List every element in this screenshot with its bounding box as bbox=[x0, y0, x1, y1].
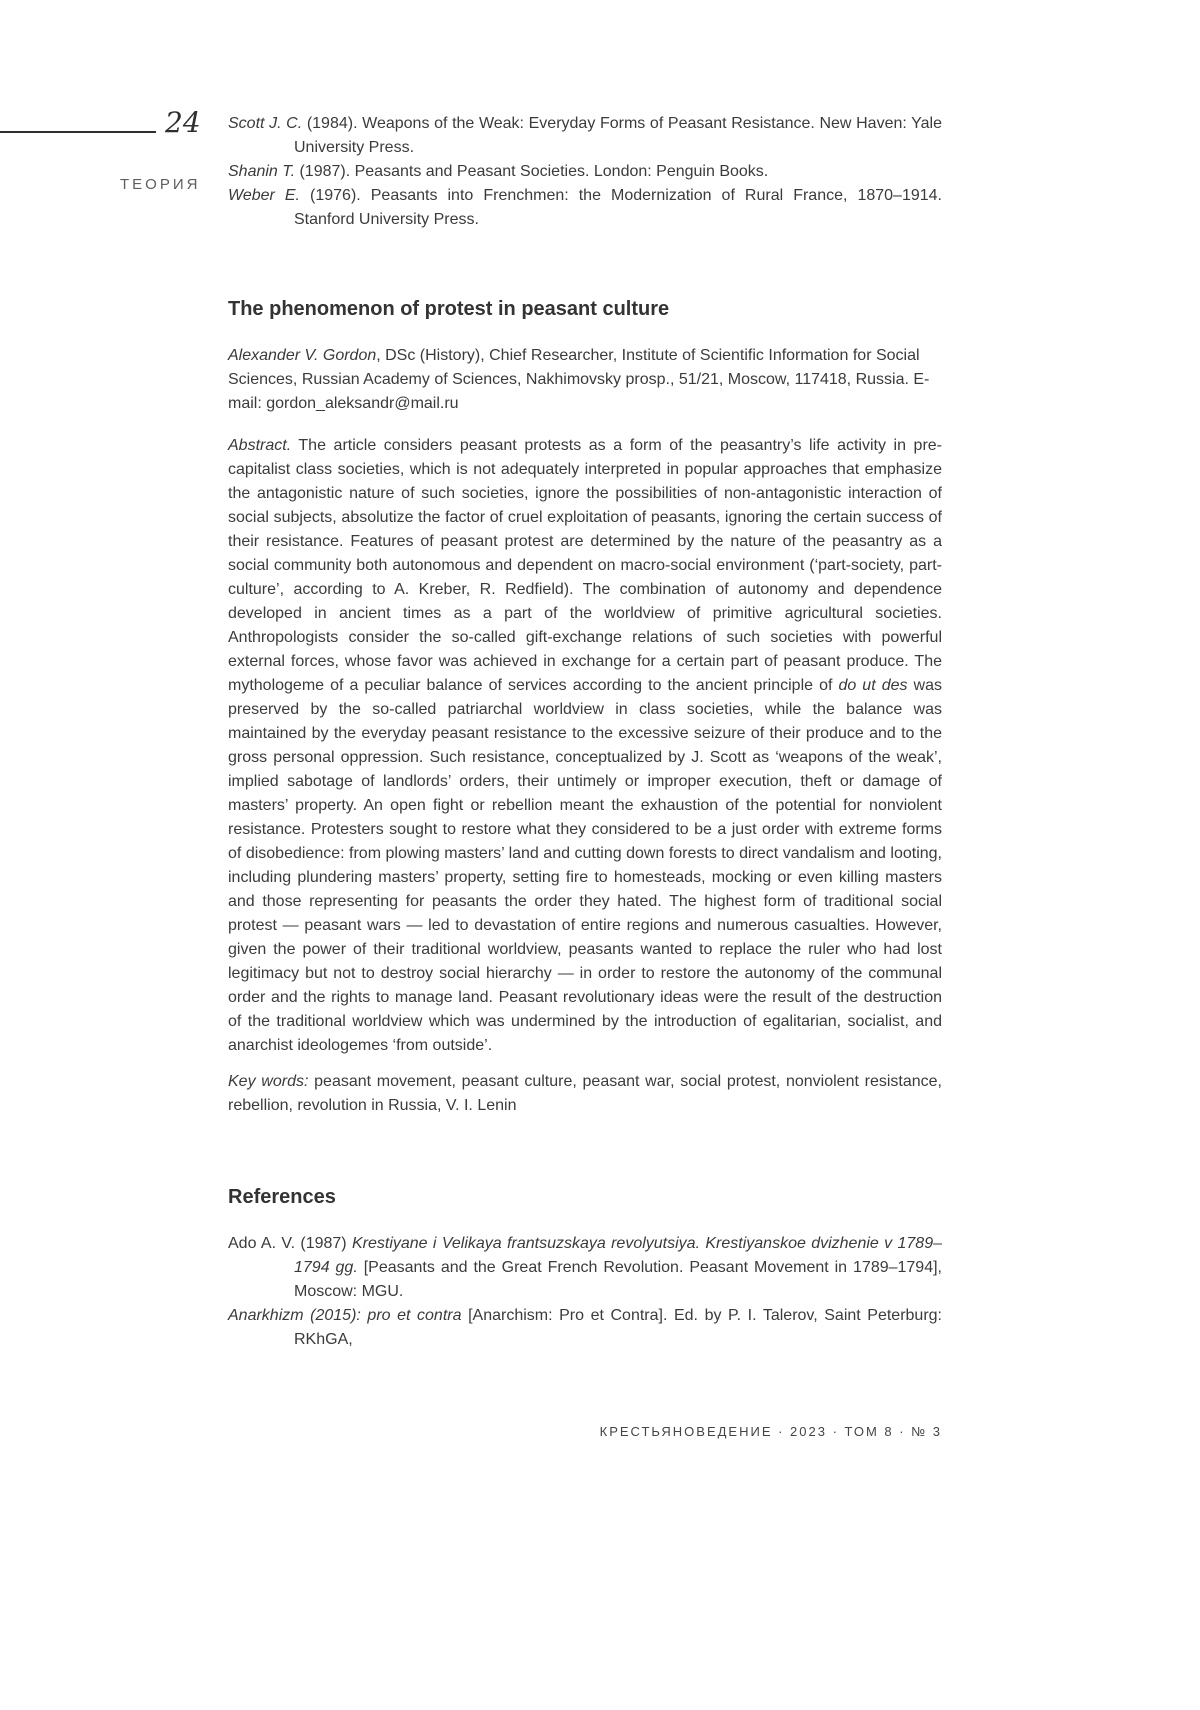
bibliography-author: Shanin T. bbox=[228, 163, 296, 180]
reference-entry bbox=[228, 1232, 942, 1304]
abstract-latin-phrase: do ut des bbox=[838, 677, 908, 694]
abstract-paragraph bbox=[228, 434, 942, 1058]
bibliography-entry bbox=[228, 184, 942, 232]
bibliography-text: (1987). Peasants and Peasant Societies. London: Penguin Books. bbox=[295, 163, 769, 180]
abstract-label: Abstract. bbox=[228, 437, 292, 454]
references-block bbox=[228, 1232, 942, 1352]
reference-title: Anarkhizm (2015): pro et contra bbox=[228, 1307, 462, 1324]
bibliography-entry bbox=[228, 160, 942, 184]
reference-details: [Anarchism: Pro et Contra]. Ed. by P. I. Talerov, Saint Peterburg: RKhGA, bbox=[294, 1307, 942, 1348]
bibliography-block bbox=[228, 112, 942, 232]
bibliography-text: (1984). Weapons of the Weak: Everyday Forms of Peasant Resistance. New Haven: Yale University Press. bbox=[294, 115, 943, 156]
keywords-text: peasant movement, peasant culture, peasant war, social protest, nonviolent resistance, rebellion, revolution in Russia, V. I. Lenin bbox=[228, 1073, 943, 1114]
page-number: 24 bbox=[165, 106, 201, 139]
reference-author: Ado A. V. (1987) bbox=[228, 1235, 352, 1252]
author-details: , DSc (History), Chief Researcher, Institute of Scientific Information for Social Sciences, Russian Academy of Sciences, Nakhimovsky prosp., 51/21, Moscow, 117418, Russia. E-mail: bbox=[228, 347, 930, 412]
bibliography-author: Scott J. C. bbox=[228, 115, 303, 132]
keywords-paragraph bbox=[228, 1070, 942, 1118]
journal-footer: КРЕСТЬЯНОВЕДЕНИЕ · 2023 · ТОМ 8 · № 3 bbox=[599, 1424, 942, 1439]
article-column bbox=[228, 112, 942, 1352]
author-email: gordon_aleksandr@mail.ru bbox=[266, 395, 459, 412]
author-affiliation bbox=[228, 344, 942, 416]
author-name: Alexander V. Gordon bbox=[228, 347, 377, 364]
article-title: The phenomenon of protest in peasant culture bbox=[228, 298, 670, 320]
keywords-label: Key words: bbox=[228, 1073, 309, 1090]
margin-rule bbox=[0, 131, 156, 133]
section-label-theory: ТЕОРИЯ bbox=[120, 176, 201, 193]
reference-entry bbox=[228, 1304, 942, 1352]
references-heading: References bbox=[228, 1186, 336, 1208]
bibliography-entry bbox=[228, 112, 942, 160]
reference-title: Krestiyane i Velikaya frantsuzskaya revolyutsiya. Krestiyanskoe dvizhenie v 1789–1794 gg. bbox=[294, 1235, 942, 1276]
bibliography-text: (1976). Peasants into Frenchmen: the Modernization of Rural France, 1870–1914. Stanford University Press. bbox=[294, 187, 942, 228]
bibliography-author: Weber E. bbox=[228, 187, 300, 204]
reference-details: [Peasants and the Great French Revolution. Peasant Movement in 1789–1794], Moscow: MGU. bbox=[294, 1259, 942, 1300]
abstract-text-2: was preserved by the so-called patriarchal worldview in class societies, while the balance was maintained by the everyday peasant resistance to the excessive seizure of their produce and to the gross personal oppression. Such resistance, conceptualized by J. Scott as ‘weapons of the weak’, implied sabotage of landlords’ orders, their untimely or improper execution, theft or damage of masters’ property. An open fight or rebellion meant the exhaustion of the potential for nonviolent resistance. Protesters sought to restore what they considered to be a just order with extreme forms of disobedience: from plowing masters’ land and cutting down forests to direct vandalism and looting, including plundering masters’ property, setting fire to homesteads, mocking or even killing masters and those representing for peasants the order they hated. The highest form of traditional social protest — peasant wars — led to devastation of entire regions and numerous casualties. However, given the power of their traditional worldview, peasants wanted to replace the ruler who had lost legitimacy but not to destroy social hierarchy — in order to restore the autonomy of the communal order and the rights to manage land. Peasant revolutionary ideas were the result of the destruction of the traditional worldview which was undermined by the introduction of egalitarian, socialist, and anarchist ideologemes ‘from outside’. bbox=[228, 677, 942, 1054]
abstract-text-1: The article considers peasant protests as a form of the peasantry’s life activity in pre-capitalist class societies, which is not adequately interpreted in popular approaches that emphasize the antagonistic nature of such societies, ignore the possibilities of non-antagonistic interaction of social subjects, absolutize the factor of cruel exploitation of peasants, ignoring the certain success of their resistance. Features of peasant protest are determined by the nature of the peasantry as a social community both autonomous and dependent on macro-social environment (‘part-society, part-culture’, according to A. Kreber, R. Redfield). The combination of autonomy and dependence developed in ancient times as a part of the worldview of primitive agricultural societies. Anthropologists consider the so-called gift-exchange relations of such societies with powerful external forces, whose favor was achieved in exchange for a certain part of peasant produce. The mythologeme of a peculiar balance of services according to the ancient principle of bbox=[228, 437, 942, 694]
